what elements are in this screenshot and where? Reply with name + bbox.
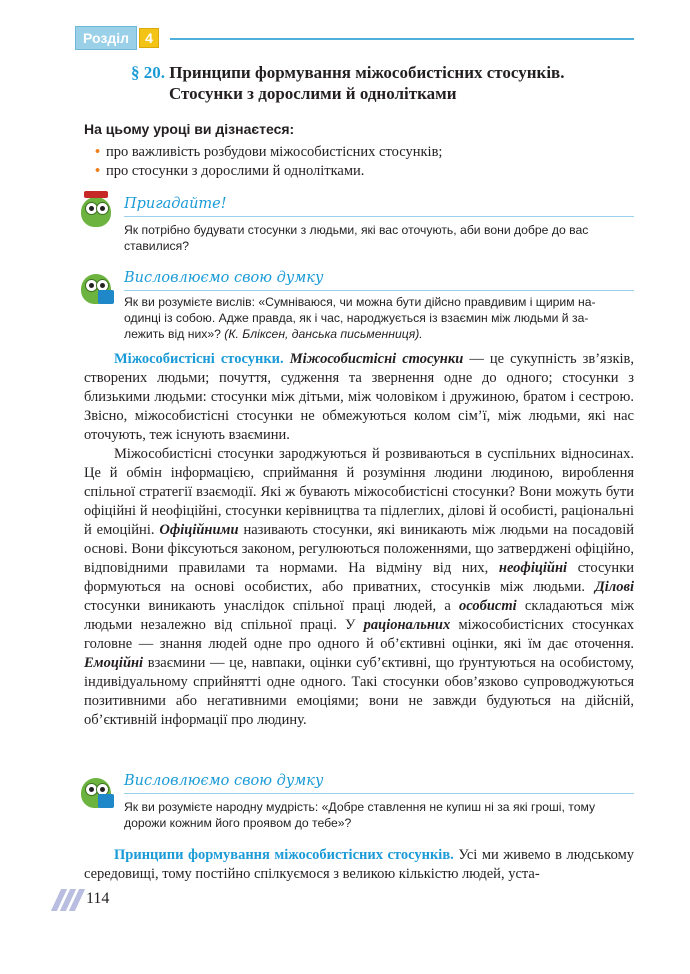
- opinion1-rule: [124, 290, 634, 291]
- remember-text: [124, 222, 639, 254]
- remember-line: Як потрібно будувати стосунки з людьми, які вас оточують, аби вони добре до вас: [124, 223, 589, 237]
- term-unofficial: неофіційні: [498, 560, 568, 576]
- paragraph-1-lead: Міжособистісні стосунки.: [114, 351, 284, 367]
- intro-item: • про стосунки з дорослими й однолітками.: [106, 162, 442, 181]
- remember-rule: [124, 216, 634, 217]
- opinion2-heading: Висловлюємо свою думку: [124, 773, 324, 789]
- paragraph-1-term: Міжособистісні стосунки: [289, 351, 464, 367]
- text-run: складаються між людьми незалежно від спільної праці. У: [84, 598, 635, 633]
- opinion1-quote-end: лежить від них»?: [124, 327, 221, 341]
- opinion1-text: [124, 294, 639, 342]
- paragraph-3-lead: Принципи формування міжособистісних стосунків.: [114, 847, 454, 863]
- term-emotional: Емоційні: [84, 655, 144, 671]
- remember-line: ставилися?: [124, 239, 189, 253]
- opinion1-source: (К. Бліксен, данська письменниця).: [224, 327, 423, 341]
- paragraph-3: [84, 846, 634, 884]
- text-run: міжособистісних стосунках головне — знання людей одне про одного й об’єктивні оцінки, які їм дає оточення.: [84, 617, 635, 652]
- paragraph-3-text: Усі ми живемо в людському середовищі, тому постійно спілкуємося з великою кількістю людей, уста-: [84, 847, 635, 882]
- title-line-1: Принципи формування міжособистісних стосунків.: [169, 63, 565, 82]
- remember-heading: Пригадайте!: [124, 196, 227, 212]
- opinion2-line: дорожи кожним його проявом до тебе»?: [124, 816, 352, 830]
- intro-item: • про важливість розбудови міжособистісних стосунків;: [106, 143, 442, 162]
- term-business: Ділові: [594, 579, 635, 595]
- section-label: Розділ: [75, 26, 137, 50]
- text-run: стосунки виникають унаслідок спільної праці людей, а: [84, 598, 451, 614]
- text-run: Міжособистісні стосунки зароджуються й розвиваються в суспільних відносинах. Це й обмін інформацією, сприймання й розуміння людини людиною, вироблення спільної стратегії взаємодії. Які ж бувають міжособистісні стосунки? Вони можуть бути офіційні й неофіційні, стосунки керівництва та підлеглих, ділові й особисті, раціональні й емоційні.: [84, 446, 634, 538]
- paragraph-1-text: — це сукупність зв’язків, створених людьми; почуття, судження та звернення одне до одного; стосунки з близькими людьми: стосунки між дітьми, між чоловіком і дружиною, братом і сестрою. Звісно, міжособистісні стосунки не обмежуються колом сім’ї, між людьми, які нас оточують, теж існують взаємини.: [84, 351, 634, 443]
- text-run: взаємини — це, навпаки, оцінки суб’єктивні, що ґрунтуються на особистому, індивідуальному сприйнятті одне одного. Такі стосунки обов’язково супроводжуються позитивними або негативними емоціями; вони не завжди будуються на дійсній, об’єктивній інформації про людину.: [84, 655, 635, 728]
- page-corner-stripes: [50, 889, 90, 911]
- opinion2-rule: [124, 793, 634, 794]
- text-run: називають стосунки, які виникають між людьми на посадовій основі. Вони фіксуються законом, регулюються положеннями, що затверджені офіційно, відповідними правилами та нормами. На відміну від них,: [84, 522, 635, 576]
- text-run: стосунки формуються на основі особистих, або приватних, стосунків між людьми.: [84, 560, 635, 595]
- opinion1-line: одинці із собою. Адже правда, як і час, народжується із взаємин між людьми й за-: [124, 311, 589, 325]
- opinion1-heading: Висловлюємо свою думку: [124, 270, 324, 286]
- opinion1-line: [124, 326, 639, 342]
- term-official: Офіційними: [159, 522, 239, 538]
- term-rational: раціональних: [363, 617, 451, 633]
- section-number: 4: [139, 28, 159, 48]
- intro-list: [106, 143, 442, 181]
- paragraph-2: [84, 445, 634, 730]
- owl-reading-icon: [78, 268, 114, 306]
- page-title: [131, 62, 651, 104]
- main-text-2: [84, 846, 634, 884]
- opinion2-line: Як ви розумієте народну мудрість: «Добре ставлення не купиш ні за які гроші, тому: [124, 800, 596, 814]
- opinion2-text: [124, 799, 639, 831]
- opinion1-line: Як ви розумієте вислів: «Сумніваюся, чи можна бути дійсно правдивим і щирим на-: [124, 295, 596, 309]
- header-rule: [170, 38, 634, 40]
- intro-heading: На цьому уроці ви дізнаєтеся:: [84, 121, 295, 137]
- section-header: [75, 27, 159, 49]
- owl-reading-icon: [78, 772, 114, 810]
- page-number: 114: [86, 890, 110, 907]
- term-personal: особисті: [459, 598, 517, 614]
- paragraph-number: § 20.: [131, 63, 165, 82]
- title-line-2: Стосунки з дорослими й однолітками: [169, 84, 457, 103]
- main-text-1: [84, 350, 634, 730]
- paragraph-1: [84, 350, 634, 445]
- owl-mascot-icon: [78, 191, 114, 229]
